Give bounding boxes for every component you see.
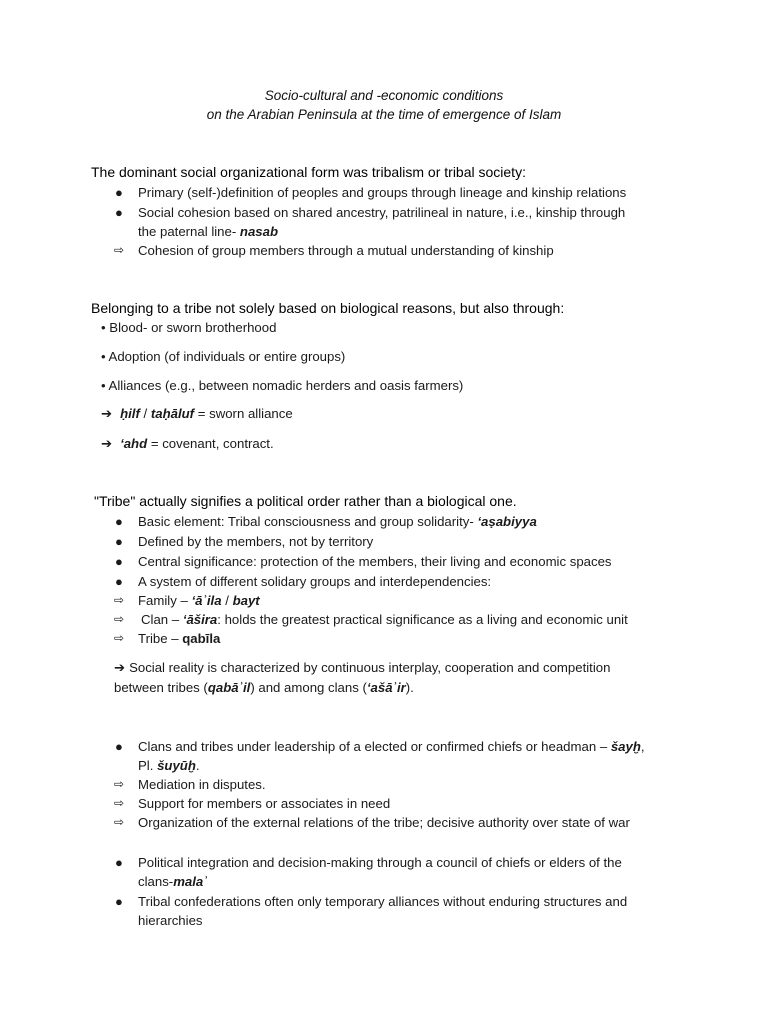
section1-heading: The dominant social organizational form was tribalism or tribal society:	[91, 164, 526, 180]
section4-item6-line1: Tribal confederations often only temporary alliances without enduring structures and	[138, 894, 628, 909]
bullet-icon: ●	[115, 894, 123, 909]
arrow-right-icon: ➔	[101, 436, 113, 451]
section2-item1: • Blood- or sworn brotherhood	[101, 320, 277, 335]
section4-item3: Support for members or associates in need	[138, 796, 391, 811]
title-line-2: on the Arabian Peninsula at the time of emergence of Islam	[206, 107, 562, 122]
section3-reality-line1: ➔ Social reality is characterized by continuous interplay, cooperation and competition	[114, 660, 611, 675]
bullet-icon: ●	[115, 185, 123, 200]
section4-item6-line2: hierarchies	[138, 913, 203, 928]
hollow-arrow-icon: ⇨	[114, 777, 125, 791]
section2-item2: • Adoption (of individuals or entire groups)	[101, 349, 346, 364]
section3-heading: "Tribe" actually signifies a political order rather than a biological one.	[94, 493, 517, 509]
arrow-right-icon: ➔	[101, 406, 113, 421]
section4-item5-line1: Political integration and decision-making through a council of chiefs or elders of the	[138, 855, 622, 870]
section3-item1: Basic element: Tribal consciousness and group solidarity- ‘aṣabiyya	[138, 514, 537, 529]
title-line-1: Socio-cultural and -economic conditions	[264, 88, 504, 103]
bullet-icon: ●	[115, 739, 123, 754]
bullet-icon: ●	[115, 574, 123, 589]
section1-item1: Primary (self-)definition of peoples and groups through lineage and kinship relations	[138, 185, 627, 200]
section3-tribe: Tribe – qabīla	[138, 631, 221, 646]
section3-clan: Clan – ‘āšira: holds the greatest practical significance as a living and economic unit	[141, 612, 628, 627]
hollow-arrow-icon: ⇨	[114, 796, 125, 810]
bullet-icon: ●	[115, 534, 123, 549]
term-nasab: nasab	[239, 224, 279, 239]
bullet-icon: ●	[115, 205, 123, 220]
arrow-right-icon: ➔	[114, 660, 126, 675]
bullet-icon: ●	[115, 514, 123, 529]
section4-item5-line2: clans-malaʾ	[138, 874, 208, 889]
bullet-icon: ●	[115, 855, 123, 870]
section2-arrow1: ➔ ḥilf / taḥāluf = sworn alliance	[101, 406, 293, 421]
section1-item2-line1: Social cohesion based on shared ancestry, patrilineal in nature, i.e., kinship through	[138, 205, 626, 220]
section4-item1-line1: Clans and tribes under leadership of a elected or confirmed chiefs or headman – šayḫ,	[138, 739, 645, 754]
hollow-arrow-icon: ⇨	[114, 815, 125, 829]
hollow-arrow-icon: ⇨	[114, 631, 125, 645]
section2-heading: Belonging to a tribe not solely based on biological reasons, but also through:	[91, 300, 565, 316]
hollow-arrow-icon: ⇨	[114, 243, 125, 257]
section2-arrow2: ➔ ‘ahd = covenant, contract.	[101, 436, 274, 451]
section1-item2-line2: the paternal line- nasab	[138, 224, 279, 239]
section4-item1-line2: Pl. šuyūḫ.	[138, 758, 200, 773]
bullet-icon: ●	[115, 554, 123, 569]
section2-item3: • Alliances (e.g., between nomadic herders and oasis farmers)	[101, 378, 464, 393]
hollow-arrow-icon: ⇨	[114, 612, 125, 626]
section4-item4: Organization of the external relations of the tribe; decisive authority over state of war	[138, 815, 630, 830]
section3-item4: A system of different solidary groups and interdependencies:	[138, 574, 492, 589]
section3-reality-line2: between tribes (qabāʾil) and among clans (‘ašāʾir).	[114, 680, 414, 695]
hollow-arrow-icon: ⇨	[114, 593, 125, 607]
section3-family: Family – ‘āʾila / bayt	[138, 593, 260, 608]
section3-item2: Defined by the members, not by territory	[138, 534, 374, 549]
section1-item3: Cohesion of group members through a mutual understanding of kinship	[138, 243, 554, 258]
section3-item3: Central significance: protection of the members, their living and economic spaces	[138, 554, 612, 569]
section4-item2: Mediation in disputes.	[138, 777, 266, 792]
